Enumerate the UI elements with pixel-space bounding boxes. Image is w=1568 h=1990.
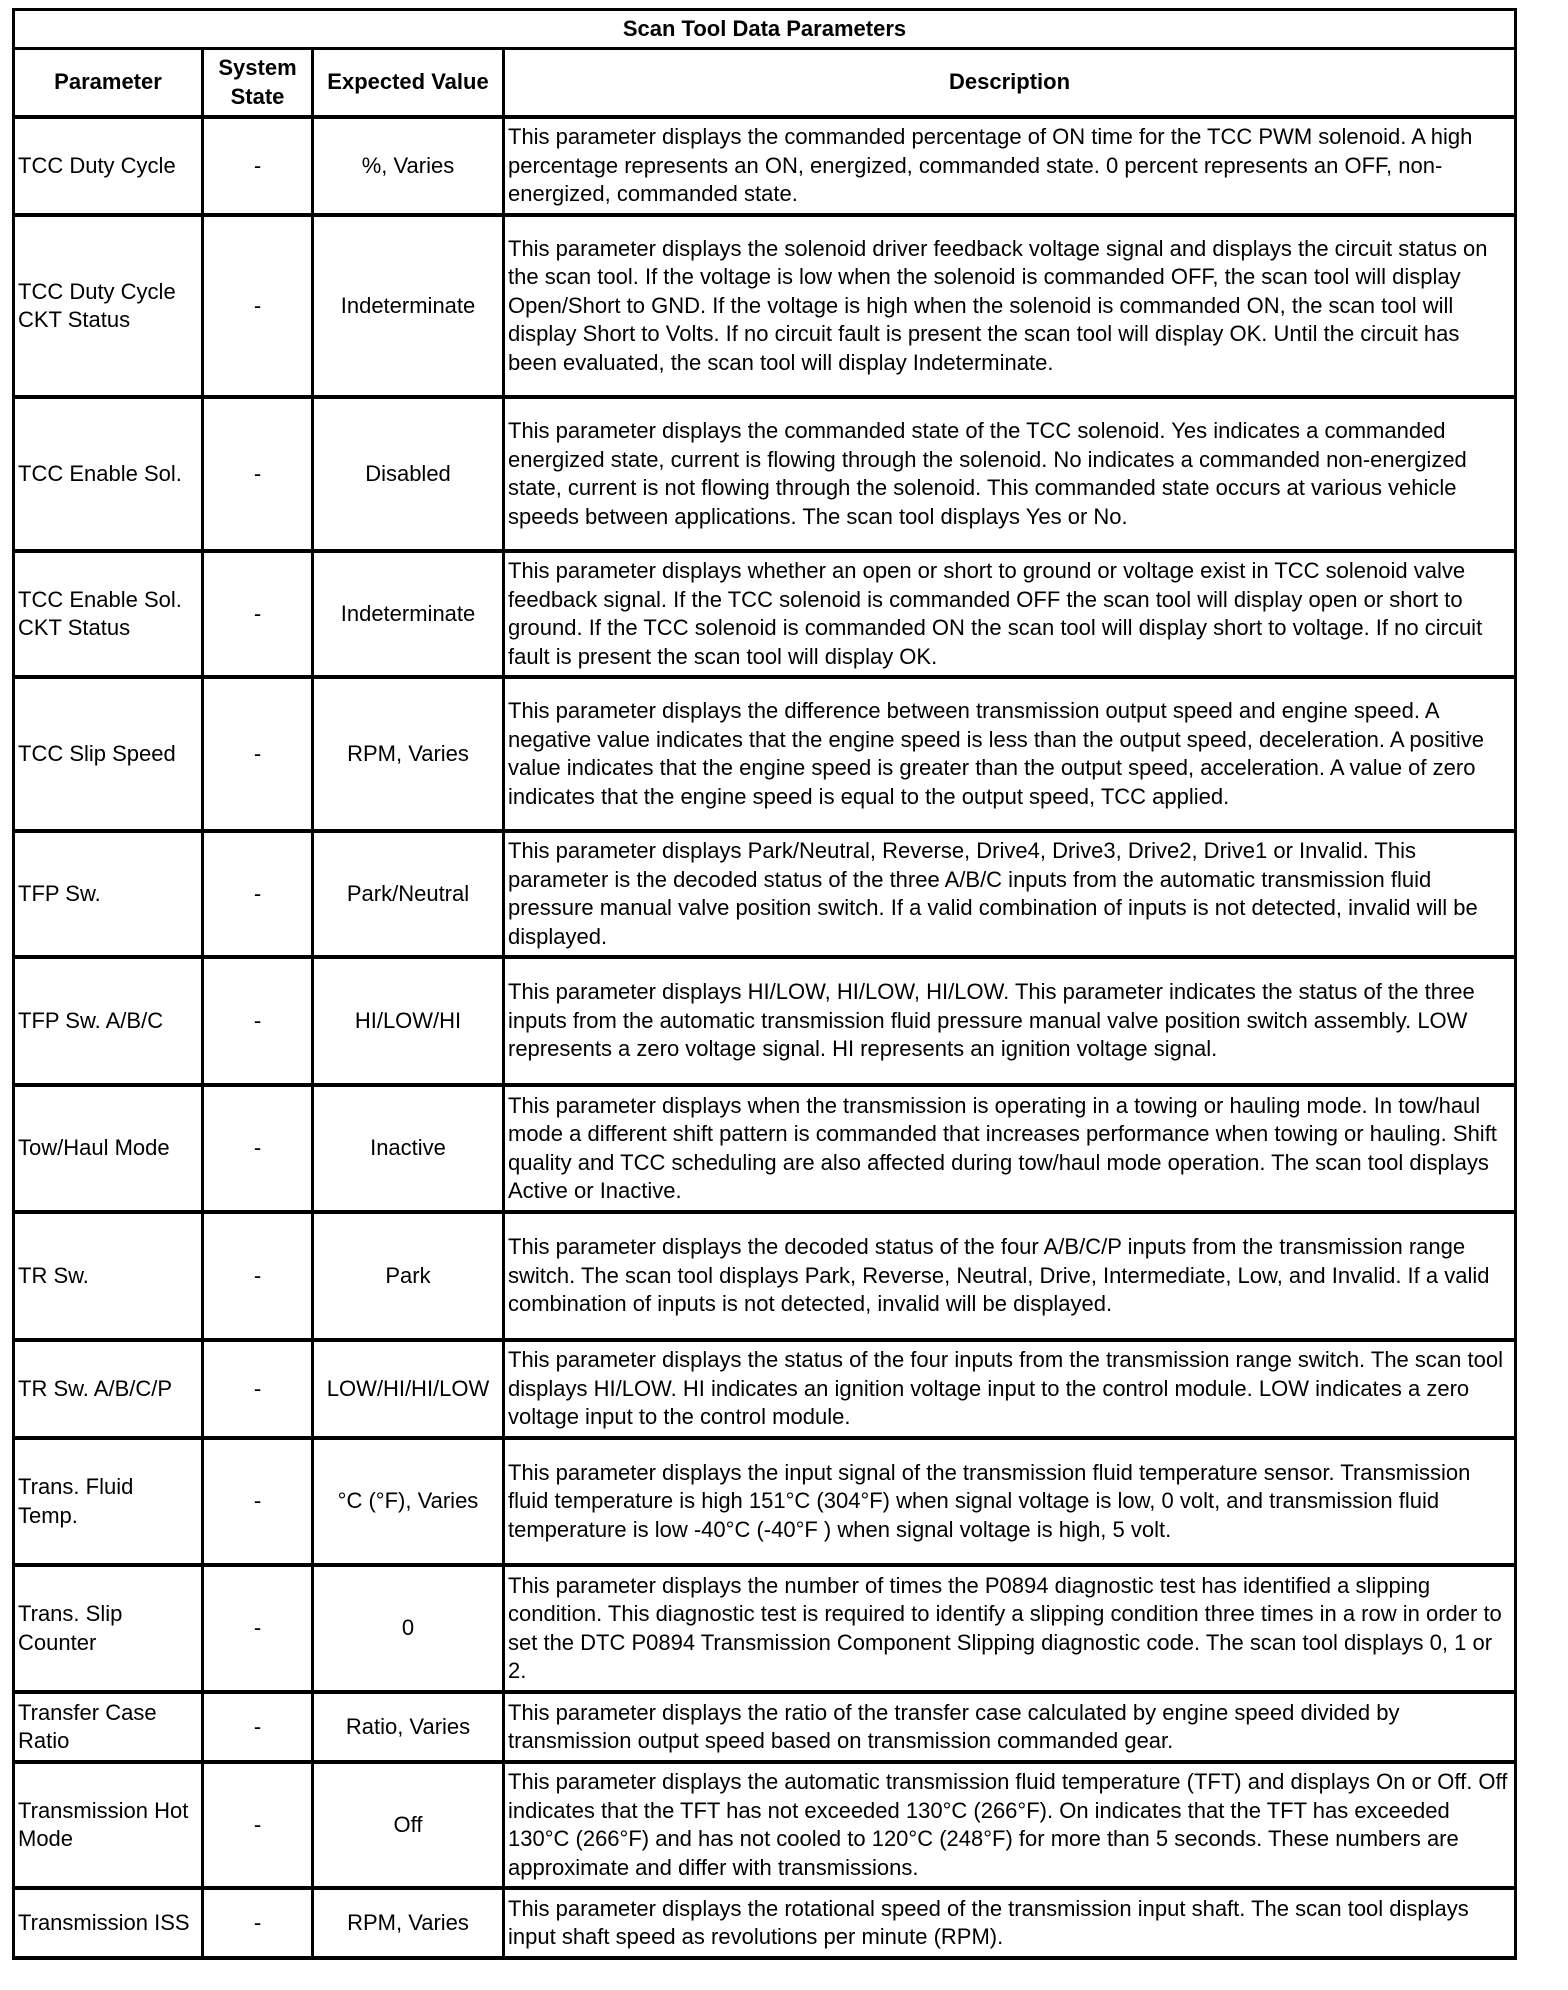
expected-value-cell: °C (°F), Varies (313, 1438, 504, 1565)
description-cell: This parameter displays the difference between transmission output speed and engine speed. A negative value indicates that the engine speed is less than the output speed, deceleration. A positive value indicates that the engine speed is greater than the output speed, acceleration. A value of zero indicates that the engine speed is equal to the output speed, TCC applied. (504, 677, 1516, 831)
description-cell: This parameter displays the solenoid driver feedback voltage signal and displays the circuit status on the scan tool. If the voltage is low when the solenoid is commanded OFF, the scan tool will display Open/Short to GND. If the voltage is high when the solenoid is commanded ON, the scan tool will display Short to Volts. If no circuit fault is present the scan tool will display OK. Until the circuit has been evaluated, the scan tool will display Indeterminate. (504, 215, 1516, 397)
description-cell: This parameter displays when the transmission is operating in a towing or hauling mode. In tow/haul mode a different shift pattern is commanded that increases performance when towing or hauling. Shift quality and TCC scheduling are also affected during tow/haul mode operation. The scan tool displays Active or Inactive. (504, 1085, 1516, 1212)
system-state-cell: - (203, 215, 313, 397)
system-state-cell: - (203, 397, 313, 551)
system-state-cell: - (203, 1565, 313, 1692)
expected-value-cell: Inactive (313, 1085, 504, 1212)
description-cell: This parameter displays the automatic transmission fluid temperature (TFT) and displays On or Off. Off indicates that the TFT has not exceeded 130°C (266°F). On indicates that the TFT has exceeded 130°C (266°F) and has not cooled to 120°C (248°F) for more than 5 seconds. These numbers are approximate and differ with transmissions. (504, 1762, 1516, 1888)
table-row (14, 1340, 1516, 1438)
table-row (14, 397, 1516, 551)
scan-tool-data-table (12, 8, 1517, 1960)
expected-value-cell: RPM, Varies (313, 1888, 504, 1958)
parameter-cell: TR Sw. A/B/C/P (14, 1340, 203, 1438)
table-row (14, 1888, 1516, 1958)
table-row (14, 1085, 1516, 1212)
system-state-cell: - (203, 831, 313, 957)
parameter-cell: Trans. Fluid Temp. (14, 1438, 203, 1565)
table-row (14, 215, 1516, 397)
column-header-parameter: Parameter (14, 49, 203, 118)
parameter-cell: TR Sw. (14, 1212, 203, 1340)
description-cell: This parameter displays the commanded state of the TCC solenoid. Yes indicates a commanded energized state, current is flowing through the solenoid. No indicates a commanded non-energized state, current is not flowing through the solenoid. This commanded state occurs at various vehicle speeds between applications. The scan tool displays Yes or No. (504, 397, 1516, 551)
table-row (14, 1565, 1516, 1692)
parameter-cell: TCC Enable Sol. CKT Status (14, 551, 203, 677)
description-cell: This parameter displays whether an open or short to ground or voltage exist in TCC solenoid valve feedback signal. If the TCC solenoid is commanded OFF the scan tool will display open or short to ground. If the TCC solenoid is commanded ON the scan tool will display short to voltage. If no circuit fault is present the scan tool will display OK. (504, 551, 1516, 677)
parameter-cell: TFP Sw. A/B/C (14, 957, 203, 1085)
expected-value-cell: RPM, Varies (313, 677, 504, 831)
description-cell: This parameter displays the input signal of the transmission fluid temperature sensor. Transmission fluid temperature is high 151°C (304°F) when signal voltage is low, 0 volt, and transmission fluid temperature is low -40°C (-40°F ) when signal voltage is high, 5 volt. (504, 1438, 1516, 1565)
table-row (14, 551, 1516, 677)
description-cell: This parameter displays the commanded percentage of ON time for the TCC PWM solenoid. A high percentage represents an ON, energized, commanded state. 0 percent represents an OFF, non-energized, commanded state. (504, 117, 1516, 215)
expected-value-cell: Indeterminate (313, 215, 504, 397)
expected-value-cell: %, Varies (313, 117, 504, 215)
expected-value-cell: Park (313, 1212, 504, 1340)
system-state-cell: - (203, 1438, 313, 1565)
expected-value-cell: Disabled (313, 397, 504, 551)
table-title: Scan Tool Data Parameters (14, 10, 1516, 49)
system-state-cell: - (203, 957, 313, 1085)
table-row (14, 677, 1516, 831)
parameter-cell: TCC Duty Cycle (14, 117, 203, 215)
parameter-cell: Transfer Case Ratio (14, 1692, 203, 1762)
scan-tool-data-document (12, 8, 1517, 1960)
description-cell: This parameter displays HI/LOW, HI/LOW, HI/LOW. This parameter indicates the status of the three inputs from the automatic transmission fluid pressure manual valve position switch assembly. LOW represents a zero voltage signal. HI represents an ignition voltage signal. (504, 957, 1516, 1085)
system-state-cell: - (203, 1762, 313, 1888)
system-state-cell: - (203, 677, 313, 831)
system-state-cell: - (203, 117, 313, 215)
table-body (14, 117, 1516, 1958)
column-header-description: Description (504, 49, 1516, 118)
parameter-cell: TCC Slip Speed (14, 677, 203, 831)
system-state-cell: - (203, 551, 313, 677)
expected-value-cell: Indeterminate (313, 551, 504, 677)
parameter-cell: TCC Duty Cycle CKT Status (14, 215, 203, 397)
system-state-cell: - (203, 1085, 313, 1212)
table-row (14, 117, 1516, 215)
table-row (14, 957, 1516, 1085)
system-state-cell: - (203, 1692, 313, 1762)
table-title-row (14, 10, 1516, 49)
system-state-cell: - (203, 1212, 313, 1340)
description-cell: This parameter displays the status of the four inputs from the transmission range switch. The scan tool displays HI/LOW. HI indicates an ignition voltage input to the control module. LOW indicates a zero voltage input to the control module. (504, 1340, 1516, 1438)
parameter-cell: Transmission ISS (14, 1888, 203, 1958)
expected-value-cell: Park/Neutral (313, 831, 504, 957)
column-header-system-state: System State (203, 49, 313, 118)
description-cell: This parameter displays the rotational speed of the transmission input shaft. The scan tool displays input shaft speed as revolutions per minute (RPM). (504, 1888, 1516, 1958)
parameter-cell: Tow/Haul Mode (14, 1085, 203, 1212)
expected-value-cell: HI/LOW/HI (313, 957, 504, 1085)
table-row (14, 1438, 1516, 1565)
expected-value-cell: 0 (313, 1565, 504, 1692)
table-header-row (14, 49, 1516, 118)
description-cell: This parameter displays the number of times the P0894 diagnostic test has identified a slipping condition. This diagnostic test is required to identify a slipping condition three times in a row in order to set the DTC P0894 Transmission Component Slipping diagnostic code. The scan tool displays 0, 1 or 2. (504, 1565, 1516, 1692)
table-row (14, 1762, 1516, 1888)
parameter-cell: Trans. Slip Counter (14, 1565, 203, 1692)
parameter-cell: TCC Enable Sol. (14, 397, 203, 551)
description-cell: This parameter displays Park/Neutral, Reverse, Drive4, Drive3, Drive2, Drive1 or Invalid. This parameter is the decoded status of the three A/B/C inputs from the automatic transmission fluid pressure manual valve position switch. If a valid combination of inputs is not detected, invalid will be displayed. (504, 831, 1516, 957)
description-cell: This parameter displays the ratio of the transfer case calculated by engine speed divided by transmission output speed based on transmission commanded gear. (504, 1692, 1516, 1762)
expected-value-cell: Off (313, 1762, 504, 1888)
parameter-cell: TFP Sw. (14, 831, 203, 957)
table-row (14, 1212, 1516, 1340)
table-row (14, 1692, 1516, 1762)
column-header-expected-value: Expected Value (313, 49, 504, 118)
table-row (14, 831, 1516, 957)
system-state-cell: - (203, 1888, 313, 1958)
parameter-cell: Transmission Hot Mode (14, 1762, 203, 1888)
description-cell: This parameter displays the decoded status of the four A/B/C/P inputs from the transmission range switch. The scan tool displays Park, Reverse, Neutral, Drive, Intermediate, Low, and Invalid. If a valid combination of inputs is not detected, invalid will be displayed. (504, 1212, 1516, 1340)
expected-value-cell: Ratio, Varies (313, 1692, 504, 1762)
system-state-cell: - (203, 1340, 313, 1438)
expected-value-cell: LOW/HI/HI/LOW (313, 1340, 504, 1438)
